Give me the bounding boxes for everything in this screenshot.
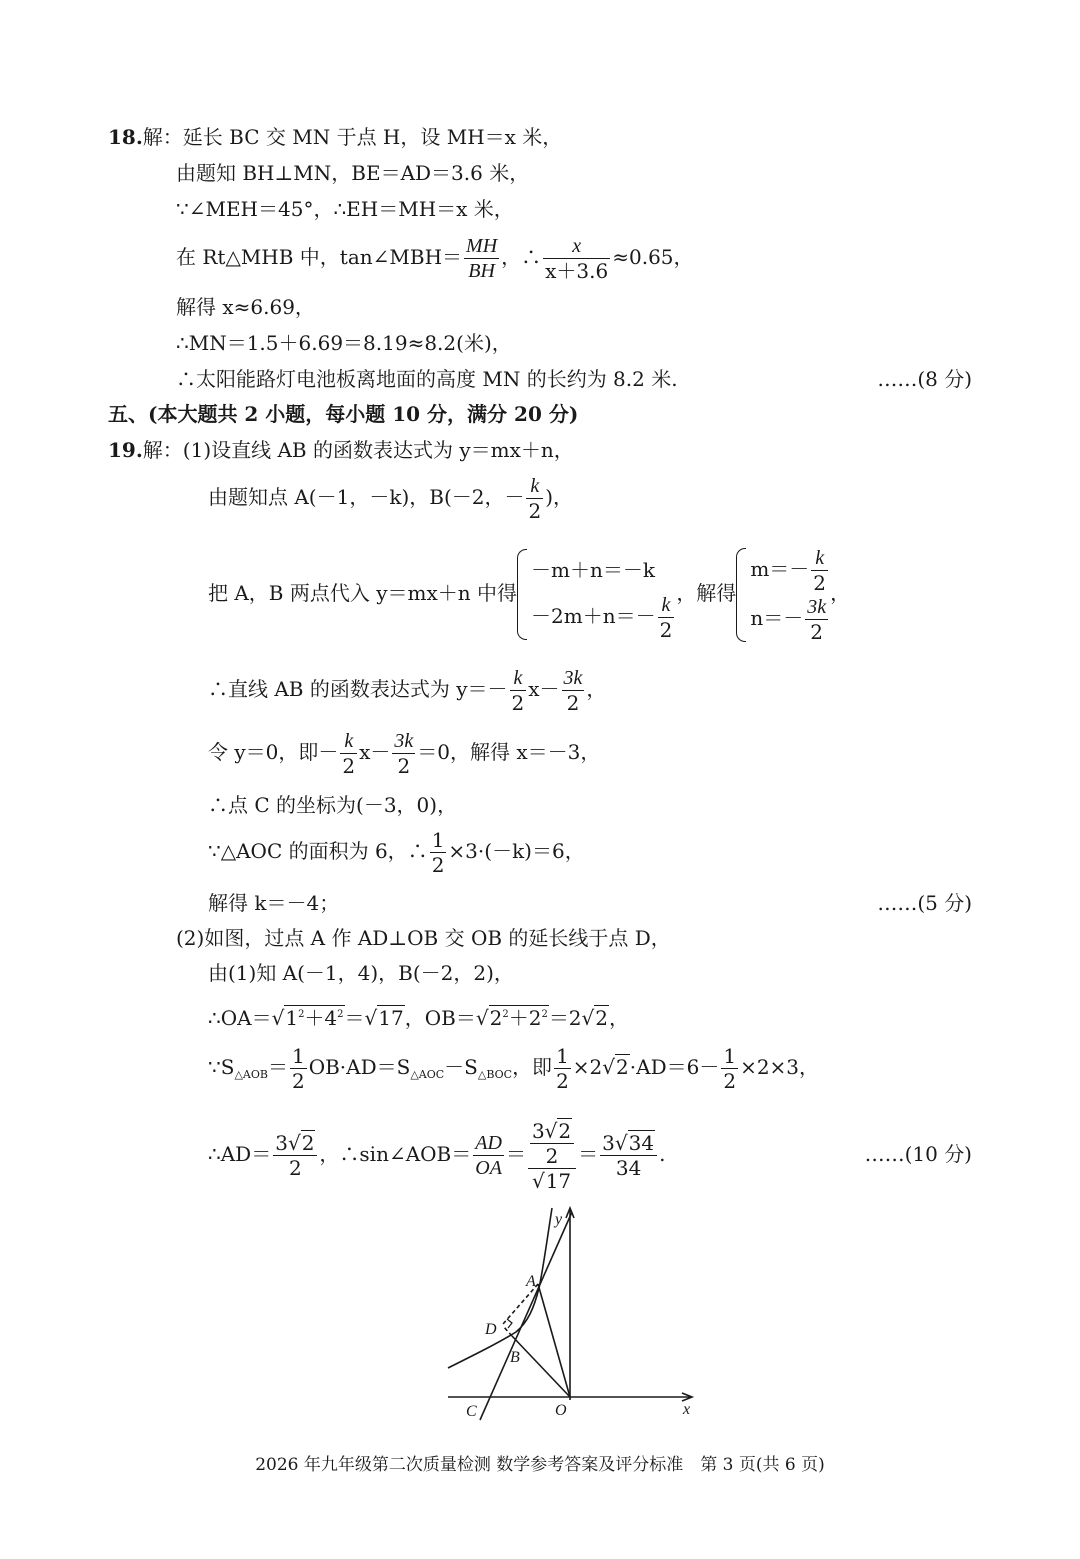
left-brace	[517, 549, 527, 640]
q18-line-3: ∵∠MEH＝45°，∴EH＝MH＝x 米，	[176, 197, 514, 221]
q19-part2-line-4: $\because S_{\triangle AOB}=$ $\frac{1}{2}$ $OB\cdot AD=S_{\triangle AOC}-S_{\triangle BOC}$，即 $\frac{1}{2}$ ×2√2·AD＝6－ $\frac{1}{2}$ ×2×3，	[208, 1044, 820, 1093]
fraction-k-2	[340, 729, 357, 778]
area-s: ∵S	[208, 1055, 235, 1079]
q19-line-5-pre: 令 y＝0，即－	[208, 740, 339, 764]
q19-line-8: 解得 k＝－4；	[208, 891, 340, 915]
fraction-num: 3√34	[600, 1131, 657, 1156]
q18-line-7: ∴太阳能路灯电池板离地面的高度 MN 的长约为 8.2 米.	[176, 367, 678, 391]
sqrt-2: 2	[616, 1055, 629, 1079]
q19-line-3-post: ，	[830, 581, 851, 605]
page-footer: 2026 年九年级第二次质量检测 数学参考答案及评分标准 第 3 页(共 6 页)	[255, 1455, 825, 1475]
sqrt-17: 17	[378, 1006, 404, 1030]
fraction-den: 2	[545, 1143, 559, 1168]
fraction-num: 1	[723, 1044, 737, 1068]
section-five-title: 五、(本大题共 2 小题，每小题 10 分，满分 20 分)	[108, 402, 579, 426]
fraction-1-2	[721, 1044, 738, 1093]
fraction-1-2	[430, 828, 447, 877]
q19-line-5-post: ＝0，解得 x＝－3，	[417, 740, 601, 764]
ob-ad-term: OB·AD＝S	[308, 1055, 411, 1079]
q19-line-4-mid: x－	[528, 677, 560, 701]
q18-line-6: ∴MN＝1.5＋6.69＝8.19≈8.2(米)，	[176, 331, 512, 355]
fraction-num: 1	[556, 1044, 569, 1068]
complex-fraction	[528, 1119, 576, 1193]
q19-line-3-mid: ，解得	[676, 581, 737, 605]
label-y: y	[555, 1211, 563, 1228]
times-2-3: ×2×3，	[740, 1055, 820, 1079]
q19-line-2-pre: 由题知点 A(－1，－k)，B(－2，－	[208, 485, 525, 509]
sqrt-34: 34	[628, 1131, 655, 1155]
sqrt-term: 1	[285, 1006, 299, 1030]
q19-line-4-post: ，	[586, 677, 607, 701]
label-c: C	[466, 1403, 477, 1420]
fraction-den: 2	[511, 691, 525, 715]
system-1-row-2	[531, 593, 676, 642]
exponent: 2	[298, 1009, 305, 1020]
coefficient: 3	[275, 1131, 288, 1155]
oa-label: ∴OA＝	[208, 1006, 272, 1030]
sqrt-4-plus-4	[489, 1005, 549, 1030]
fraction-1-2	[554, 1044, 571, 1093]
ad-equals: ∴AD＝	[208, 1142, 272, 1166]
fraction-num: k	[510, 666, 527, 691]
label-x: x	[683, 1401, 691, 1418]
exponent: 2	[541, 1009, 548, 1020]
q19-line-2	[208, 472, 573, 523]
sin-aob: ，∴sin∠AOB＝	[319, 1142, 472, 1166]
fraction-num: 1	[431, 828, 445, 852]
sqrt-2: 2	[595, 1006, 609, 1030]
subscript-boc: △BOC	[477, 1068, 513, 1081]
coefficient: 3	[531, 1118, 545, 1143]
fraction-num: MH	[466, 235, 498, 257]
left-brace	[736, 548, 746, 642]
q19-line-7-post: ×3·(－k)＝6，	[448, 839, 585, 863]
equation-system-2	[736, 546, 830, 644]
q19-part2-line-1: (2)如图，过点 A 作 AD⊥OB 交 OB 的延长线于点 D，	[176, 926, 671, 950]
sqrt-term: ＋4	[304, 1006, 338, 1030]
fraction-num: 3k	[394, 730, 414, 752]
fraction-num: x	[543, 234, 610, 259]
sqrt-2: 2	[301, 1131, 315, 1155]
system-2-row-1-pre: m＝－	[750, 556, 810, 581]
fraction-num: 3√2	[273, 1131, 317, 1156]
fraction-3root2-2	[530, 1119, 574, 1168]
fraction-num: k	[340, 729, 357, 754]
q19-part1-score: ……(5 分)	[877, 891, 972, 915]
period: .	[659, 1142, 666, 1166]
q19-line-3	[208, 538, 850, 648]
q19-part2-line-5	[208, 1112, 665, 1196]
fraction-k-2	[658, 593, 675, 642]
fraction-k-2	[526, 474, 543, 523]
label-d: D	[485, 1321, 497, 1338]
segment-ad	[503, 1284, 538, 1324]
fraction-k-2	[811, 546, 828, 595]
q18-line-1-text: 解：延长 BC 交 MN 于点 H，设 MH＝x 米，	[142, 125, 563, 149]
fraction-den: OA	[475, 1157, 502, 1179]
q18-line-1	[108, 124, 562, 150]
fraction-3k-2	[805, 595, 828, 644]
q19-line-7-pre: ∵△AOC 的面积为 6，∴	[208, 839, 428, 863]
fraction-den: √17	[531, 1168, 572, 1193]
fraction-den: 2	[810, 619, 824, 644]
comma: ，	[609, 1006, 630, 1030]
fraction-num: k	[658, 593, 675, 618]
q19-part2-line-3: $\therefore OA=√1^2+4^2=√17$，$OB=√2^2+2^2=2√2$，	[208, 1006, 630, 1030]
sqrt-17: 17	[545, 1168, 572, 1193]
sqrt-term: ＋2	[508, 1006, 542, 1030]
label-b: B	[510, 1349, 520, 1366]
q19-line-2-post: )，	[545, 485, 574, 509]
fraction-k-2	[510, 666, 527, 715]
hyperbola-curve	[448, 1208, 552, 1368]
segment-bd	[503, 1326, 512, 1336]
fraction-den: 2	[813, 570, 827, 595]
q18-line-5: 解得 x≈6.69，	[176, 295, 315, 319]
q18-line-4-post: ≈0.65，	[612, 245, 694, 269]
q18-line-4-pre: 在 Rt△MHB 中，tan∠MBH＝	[176, 245, 463, 269]
line-ab	[480, 1212, 572, 1420]
that-is: ，即	[512, 1055, 553, 1079]
times-2: ×2	[572, 1055, 603, 1079]
q19-line-5-mid: x－	[359, 740, 391, 764]
q19-line-1	[108, 437, 574, 463]
exponent: 2	[337, 1009, 344, 1020]
fraction-den: 2	[566, 691, 580, 715]
q18-line-2: 由题知 BH⊥MN，BE＝AD＝3.6 米，	[176, 161, 530, 185]
q19-part2-line-2: 由(1)知 A(－1，4)，B(－2，2)，	[208, 961, 514, 985]
fraction-3k-2	[392, 729, 415, 778]
sqrt-2: 2	[558, 1118, 572, 1143]
subscript-aoc: △AOC	[410, 1068, 445, 1081]
system-2-row-1	[750, 546, 830, 595]
q19-line-4	[208, 664, 606, 715]
fraction-den: 2	[397, 754, 411, 778]
fraction-den: x＋3.6	[545, 259, 609, 283]
fraction-3root2-2	[273, 1131, 317, 1180]
equals: ＝	[505, 1142, 526, 1166]
q18-line-4-mid: ，∴	[501, 245, 542, 269]
ad-equals: ·AD＝6－	[629, 1055, 720, 1079]
q18-line-4	[176, 232, 694, 283]
fraction-1-2	[290, 1044, 307, 1093]
system-2-row-2-pre: n＝－	[750, 605, 804, 630]
minus-s: －S	[444, 1055, 478, 1079]
q18-number: 18.	[108, 125, 143, 149]
fraction-num: k	[811, 546, 828, 571]
label-a: A	[526, 1273, 536, 1290]
q19-line-7	[208, 826, 585, 877]
fraction-den: 2	[723, 1069, 737, 1093]
q19-line-1-text: 解：(1)设直线 AB 的函数表达式为 y＝mx＋n，	[142, 438, 574, 462]
sqrt-1-plus-16	[284, 1005, 344, 1030]
sqrt-term: 2	[489, 1006, 503, 1030]
system-1-row-1: －m＋n＝－k	[531, 558, 655, 582]
equals: ＝	[267, 1055, 288, 1079]
fraction-ad-oa	[473, 1131, 504, 1180]
equals-2: ＝	[578, 1142, 599, 1166]
system-2-row-2	[750, 595, 830, 644]
equation-system-1	[517, 547, 676, 642]
coordinate-figure	[440, 1200, 710, 1425]
fraction-den: 2	[556, 1069, 569, 1093]
fraction-den: 2	[288, 1156, 302, 1180]
label-o: O	[555, 1402, 567, 1419]
fraction-num	[528, 1119, 576, 1169]
fraction-num: 1	[291, 1044, 305, 1068]
fraction-den: BH	[468, 260, 495, 282]
q19-number: 19.	[108, 438, 143, 462]
ob-label: ，OB＝	[404, 1006, 476, 1030]
q19-line-4-pre: ∴直线 AB 的函数表达式为 y＝－	[208, 677, 508, 701]
fraction-mh-bh	[464, 234, 499, 283]
fraction-den: 34	[615, 1156, 642, 1180]
fraction-3root34-34	[600, 1131, 657, 1180]
q19-part2-score: ……(10 分)	[864, 1142, 972, 1166]
equals: ＝	[344, 1006, 365, 1030]
q18-score: ……(8 分)	[877, 367, 972, 391]
equals-2: ＝2	[548, 1006, 582, 1030]
subscript-aob: △AOB	[234, 1068, 268, 1081]
q19-line-5	[208, 727, 600, 778]
fraction-3k-2	[562, 666, 585, 715]
fraction-den: 2	[431, 853, 445, 877]
fraction-den: 2	[528, 499, 542, 523]
system-1-row-2-pre: －2m＋n＝－	[531, 604, 656, 628]
right-angle-mark	[507, 1319, 512, 1328]
fraction-num: 3k	[807, 595, 827, 618]
fraction-x-over	[543, 234, 610, 283]
fraction-num: 3√2	[530, 1119, 574, 1144]
fraction-num: 3k	[563, 667, 583, 689]
fraction-num: k	[526, 474, 543, 499]
fraction-den: 2	[342, 754, 356, 778]
fraction-den: 2	[659, 618, 673, 642]
coefficient: 3	[602, 1131, 615, 1155]
fraction-num: AD	[475, 1132, 502, 1154]
q19-line-3-pre: 把 A，B 两点代入 y＝mx＋n 中得	[208, 581, 517, 605]
q19-line-6: ∴点 C 的坐标为(－3，0)，	[208, 793, 458, 817]
fraction-den: 2	[291, 1069, 305, 1093]
exponent: 2	[502, 1009, 509, 1020]
